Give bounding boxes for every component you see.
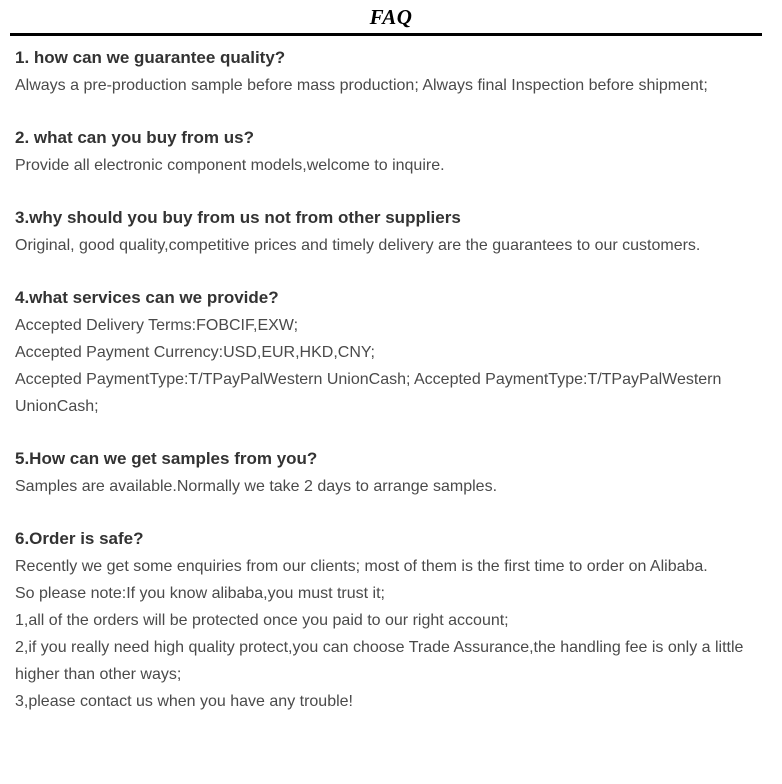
faq-answer-line: Accepted PaymentType:T/TPayPalWestern UnionCash; Accepted PaymentType:T/TPayPalWestern UnionCash; bbox=[15, 371, 726, 415]
faq-answer-line: 2,if you really need high quality protect,you can choose Trade Assurance,the handling fee is only a little higher than other ways; bbox=[15, 639, 748, 683]
faq-question: 1. how can we guarantee quality? bbox=[15, 48, 286, 67]
faq-answer-line: Original, good quality,competitive prices and timely delivery are the guarantees to our customers. bbox=[15, 237, 701, 254]
faq-question: 2. what can you buy from us? bbox=[15, 128, 254, 147]
title-divider bbox=[10, 33, 762, 36]
faq-item bbox=[15, 284, 766, 420]
faq-item bbox=[15, 124, 766, 179]
faq-answer bbox=[15, 473, 766, 500]
faq-answer-line: So please note:If you know alibaba,you must trust it; bbox=[15, 585, 385, 602]
faq-answer bbox=[15, 553, 766, 715]
faq-answer bbox=[15, 232, 766, 259]
faq-question: 6.Order is safe? bbox=[15, 529, 144, 548]
faq-answer bbox=[15, 152, 766, 179]
faq-item bbox=[15, 525, 766, 715]
page-title: FAQ bbox=[369, 5, 413, 29]
faq-answer-line: Recently we get some enquiries from our clients; most of them is the first time to order on Alibaba. bbox=[15, 558, 708, 575]
faq-item bbox=[15, 445, 766, 500]
faq-answer bbox=[15, 312, 766, 420]
faq-item bbox=[15, 204, 766, 259]
faq-answer bbox=[15, 72, 766, 99]
faq-item bbox=[15, 44, 766, 99]
faq-answer-line: 1,all of the orders will be protected once you paid to our right account; bbox=[15, 612, 509, 629]
faq-answer-line: Provide all electronic component models,welcome to inquire. bbox=[15, 157, 445, 174]
faq-question: 5.How can we get samples from you? bbox=[15, 449, 318, 468]
faq-answer-line: Accepted Delivery Terms:FOBCIF,EXW; bbox=[15, 317, 299, 334]
faq-answer-line: Samples are available.Normally we take 2 days to arrange samples. bbox=[15, 478, 498, 495]
faq-answer-line: 3,please contact us when you have any trouble! bbox=[15, 693, 353, 710]
faq-list bbox=[0, 44, 782, 715]
faq-question: 4.what services can we provide? bbox=[15, 288, 279, 307]
faq-answer-line: Accepted Payment Currency:USD,EUR,HKD,CNY; bbox=[15, 344, 375, 361]
faq-answer-line: Always a pre-production sample before mass production; Always final Inspection before shipment; bbox=[15, 77, 708, 94]
faq-question: 3.why should you buy from us not from other suppliers bbox=[15, 208, 461, 227]
